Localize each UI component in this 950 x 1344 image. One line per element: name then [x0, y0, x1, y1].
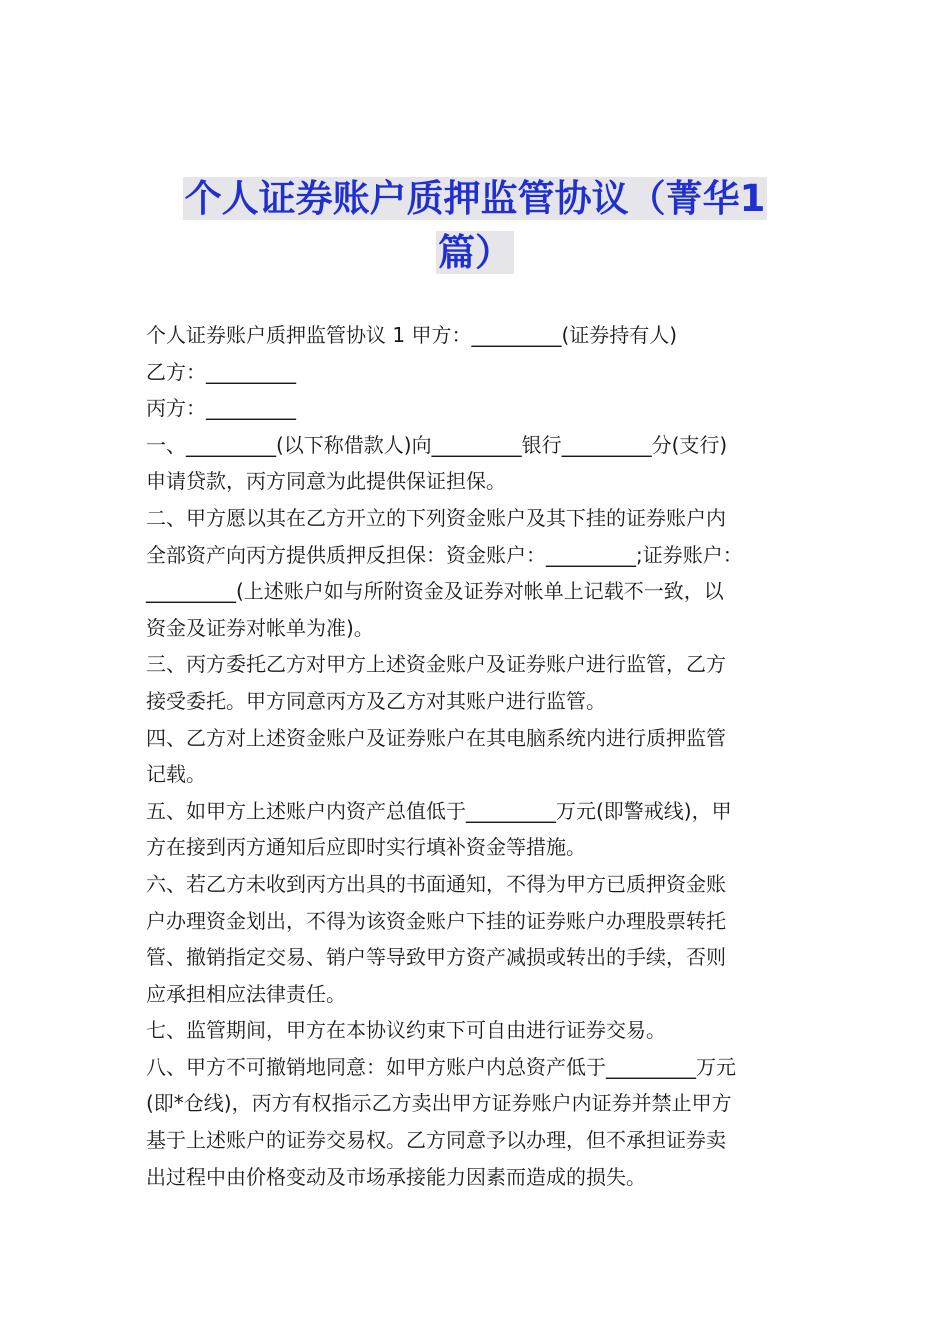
body-line: 个人证券账户质押监管协议 1 甲方：_________(证券持有人): [146, 323, 678, 347]
body-line: 方在接到丙方通知后应即时实行填补资金等措施。: [146, 835, 586, 860]
body-line: 五、如甲方上述账户内资产总值低于_________万元(即警戒线)，甲: [146, 798, 732, 823]
body-line: 应承担相应法律责任。: [146, 981, 346, 1006]
body-line: 出过程中由价格变动及市场承接能力因素而造成的损失。: [146, 1164, 646, 1189]
body-line: 八、甲方不可撤销地同意：如甲方账户内总资产低于_________万元: [146, 1054, 736, 1079]
body-line: 二、甲方愿以其在乙方开立的下列资金账户及其下挂的证券账户内: [146, 505, 726, 530]
body-line: 三、丙方委托乙方对甲方上述资金账户及证券账户进行监管，乙方: [146, 652, 726, 677]
body-line: 丙方：_________: [146, 396, 296, 421]
body-line: 记载。: [146, 762, 206, 787]
body-line: 七、监管期间，甲方在本协议约束下可自由进行证券交易。: [146, 1018, 666, 1043]
body-line: _________(上述账户如与所附资金及证券对帐单上记载不一致，以: [146, 579, 724, 604]
body-line: 申请贷款，丙方同意为此提供保证担保。: [146, 469, 506, 494]
title-line-1: 个人证券账户质押监管协议（菁华1: [184, 177, 766, 220]
body-line: 基于上述账户的证券交易权。乙方同意予以办理，但不承担证券卖: [146, 1128, 726, 1153]
document-title: [120, 172, 830, 280]
document-body: [146, 317, 810, 1195]
body-line: 四、乙方对上述资金账户及证券账户在其电脑系统内进行质押监管: [146, 725, 726, 750]
body-line: (即*仓线)，丙方有权指示乙方卖出甲方证券账户内证券并禁止甲方: [146, 1091, 732, 1116]
body-line: 管、撤销指定交易、销户等导致甲方资产减损或转出的手续，否则: [146, 945, 726, 970]
body-line: 全部资产向丙方提供质押反担保：资金账户：_________;证券账户：: [146, 542, 743, 567]
title-line-2: 篇）: [438, 231, 512, 274]
body-line: 户办理资金划出，不得为该资金账户下挂的证券账户办理股票转托: [146, 908, 726, 933]
body-line: 接受委托。甲方同意丙方及乙方对其账户进行监管。: [146, 688, 606, 713]
body-line: 一、_________(以下称借款人)向_________银行_________分(支行): [146, 432, 728, 457]
body-line: 六、若乙方未收到丙方出具的书面通知，不得为甲方已质押资金账: [146, 871, 726, 896]
body-line: 乙方：_________: [146, 359, 296, 384]
body-line: 资金及证券对帐单为准)。: [146, 615, 374, 640]
